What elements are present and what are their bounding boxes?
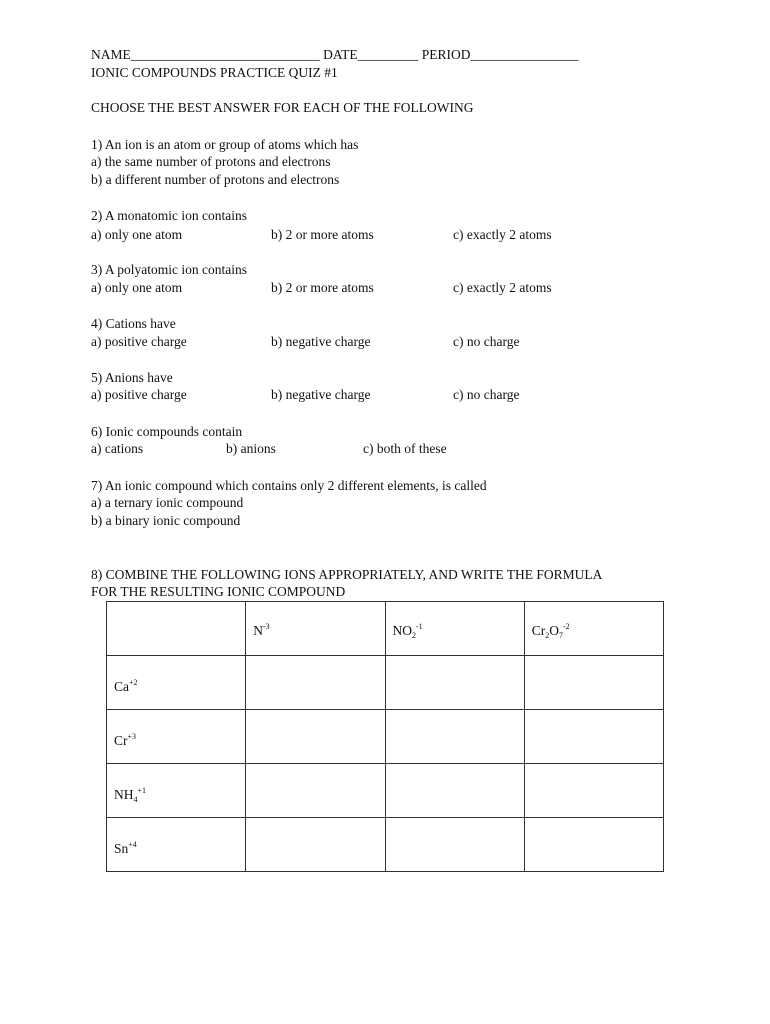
question-2-option-b: b) 2 or more atoms	[271, 227, 374, 242]
cation-ammonium: $NH_4^{+1}$	[114, 786, 147, 804]
cation-label-cell	[107, 710, 246, 764]
instructions: CHOOSE THE BEST ANSWER FOR EACH OF THE FOLLOWING	[91, 100, 474, 115]
answer-cell[interactable]	[246, 656, 385, 710]
anion-nitrite: $NO_2^{-1}$	[392, 622, 423, 640]
question-5-option-a: a) positive charge	[91, 387, 187, 402]
question-3-option-c: c) exactly 2 atoms	[453, 280, 552, 295]
anion-dichromate: $Cr_2O_7^{-2}$	[531, 622, 570, 640]
question-7-option-a: a) a ternary ionic compound	[91, 495, 244, 510]
question-3-stem: 3) A polyatomic ion contains	[91, 262, 247, 277]
ion-combination-table	[106, 601, 664, 872]
question-6-stem: 6) Ionic compounds contain	[91, 424, 243, 439]
question-6-option-c: c) both of these	[363, 441, 447, 456]
answer-cell[interactable]	[524, 818, 663, 872]
question-5-stem: 5) Anions have	[91, 370, 173, 385]
question-2-option-a: a) only one atom	[91, 227, 183, 242]
question-2-stem: 2) A monatomic ion contains	[91, 208, 247, 223]
question-4-stem: 4) Cations have	[91, 316, 176, 331]
question-5-option-c: c) no charge	[453, 387, 520, 402]
anion-nitride: $N^{-3}$	[253, 622, 270, 638]
name-date-period-line: NAME____________________________ DATE_________ PERIOD________________	[91, 47, 579, 62]
answer-cell[interactable]	[524, 710, 663, 764]
question-5-option-b: b) negative charge	[271, 387, 371, 402]
answer-cell[interactable]	[385, 656, 524, 710]
anion-header-cell	[524, 602, 663, 656]
question-8-line-1: 8) COMBINE THE FOLLOWING IONS APPROPRIATELY, AND WRITE THE FORMULA	[91, 567, 603, 582]
question-1-stem: 1) An ion is an atom or group of atoms which has	[91, 137, 359, 152]
question-6-option-a: a) cations	[91, 441, 144, 456]
question-1-option-b: b) a different number of protons and electrons	[91, 172, 340, 187]
cation-label-cell	[107, 818, 246, 872]
answer-cell[interactable]	[524, 656, 663, 710]
answer-cell[interactable]	[246, 764, 385, 818]
answer-cell[interactable]	[385, 710, 524, 764]
answer-cell[interactable]	[385, 764, 524, 818]
question-1-option-a: a) the same number of protons and electrons	[91, 154, 331, 169]
table-row	[107, 710, 664, 764]
table-row	[107, 764, 664, 818]
table-corner-cell	[107, 602, 246, 656]
question-8-line-2: FOR THE RESULTING IONIC COMPOUND	[91, 584, 346, 599]
question-7-option-b: b) a binary ionic compound	[91, 513, 241, 528]
question-4-option-a: a) positive charge	[91, 334, 187, 349]
cation-label-cell	[107, 656, 246, 710]
cation-calcium: $Ca^{+2}$	[114, 678, 138, 694]
cation-chromium: $Cr^{+3}$	[114, 732, 137, 748]
question-3-option-a: a) only one atom	[91, 280, 183, 295]
table-header-row	[107, 602, 664, 656]
answer-cell[interactable]	[246, 710, 385, 764]
answer-cell[interactable]	[524, 764, 663, 818]
cation-tin: $Sn^{+4}$	[114, 840, 137, 856]
anion-header-cell	[385, 602, 524, 656]
question-6-option-b: b) anions	[226, 441, 276, 456]
question-3-option-b: b) 2 or more atoms	[271, 280, 374, 295]
question-4-option-b: b) negative charge	[271, 334, 371, 349]
table-row	[107, 818, 664, 872]
quiz-title: IONIC COMPOUNDS PRACTICE QUIZ #1	[91, 65, 338, 80]
question-7-stem: 7) An ionic compound which contains only 2 different elements, is called	[91, 478, 487, 493]
question-4-option-c: c) no charge	[453, 334, 520, 349]
answer-cell[interactable]	[246, 818, 385, 872]
anion-header-cell	[246, 602, 385, 656]
table-row	[107, 656, 664, 710]
answer-cell[interactable]	[385, 818, 524, 872]
cation-label-cell	[107, 764, 246, 818]
question-2-option-c: c) exactly 2 atoms	[453, 227, 552, 242]
